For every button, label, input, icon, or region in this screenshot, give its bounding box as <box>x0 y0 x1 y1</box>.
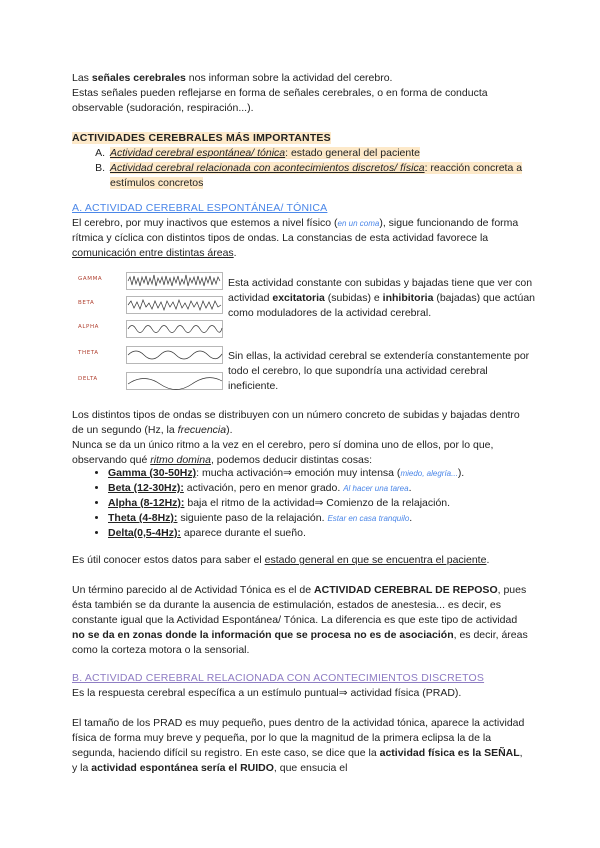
wave-alpha: ALPHA <box>78 320 223 340</box>
rhythm-item-gamma: • Gamma (30-50Hz): mucha activación⇒ emoción muy intensa (miedo, alegría...). <box>108 466 530 481</box>
intro-line-1: Las señales cerebrales nos informan sobre la actividad del cerebro. <box>72 72 393 84</box>
rhythm-item-delta: • Delta(0,5-4Hz): aparece durante el sueño. <box>108 526 530 541</box>
rhythm-list <box>72 466 530 541</box>
wave-delta-trace <box>126 372 223 390</box>
intro-block <box>72 71 530 116</box>
rhythm-item-theta: • Theta (4-8Hz): siguiente paso de la relajación. Estar en casa tranquilo. <box>108 511 530 526</box>
wave-side-text-1: Esta actividad constante con subidas y bajadas tiene que ver con actividad excitatoria (subidas) e inhibitoria (bajadas) que actúan como moduladores de la actividad cerebral. <box>228 277 535 319</box>
rhythm-item-beta: • Beta (12-30Hz): activación, pero en menor grado. Al hacer una tarea. <box>108 481 530 496</box>
section-b-paragraph-2: El tamaño de los PRAD es muy pequeño, pues dentro de la actividad tónica, aparece la actividad física de forma muy breve y pequeña, por lo que la magnitud de la primera eclipsa la de la segunda, haciendo difícil su registro. En este caso, se dice que la actividad física es la SEÑAL, y la actividad espontánea sería el RUIDO, que ensucia el <box>72 717 525 774</box>
wave-beta-trace <box>126 296 223 314</box>
wave-theta: THETA <box>78 346 223 366</box>
section-a-paragraph-2: Los distintos tipos de ondas se distribuyen con un número concreto de subidas y bajadas dentro de un segundo (Hz, la frecuencia). Nunca se da un único ritmo a la vez en el cerebro, pero sí domina uno de ellos, por lo que, observando qué ritmo domina, podemos deducir distintas cosas: <box>72 408 530 468</box>
wave-beta: BETA <box>78 296 223 316</box>
important-title: ACTIVIDADES CEREBRALES MÁS IMPORTANTES <box>72 132 331 144</box>
important-item-a: A. Actividad cerebral espontánea/ tónica: estado general del paciente <box>108 146 530 161</box>
section-a-paragraph-1: El cerebro, por muy inactivos que estemos a nivel físico (en un coma), sigue funcionando de forma rítmica y cíclica con distintos tipos de ondas. La constancias de esta actividad favorece la comunicación entre distintas áreas. <box>72 217 519 259</box>
section-a-paragraph-4: Es útil conocer estos datos para saber el estado general en que se encuentra el paciente. <box>72 554 490 566</box>
wave-theta-trace <box>126 346 223 364</box>
section-b-paragraph-1: Es la respuesta cerebral específica a un estímulo puntual⇒ actividad física (PRAD). <box>72 687 462 699</box>
wave-gamma-trace <box>126 272 223 290</box>
intro-line-2: Estas señales pueden reflejarse en forma de señales cerebrales, o en forma de conducta observable (sudoración, respiración...). <box>72 87 488 114</box>
section-a-heading: A. ACTIVIDAD CEREBRAL ESPONTÁNEA/ TÓNICA <box>72 202 328 214</box>
important-block <box>72 131 530 191</box>
wave-alpha-trace <box>126 320 223 338</box>
important-item-b: B. Actividad cerebral relacionada con acontecimientos discretos/ física: reacción concreta a estímulos concretos <box>108 161 530 191</box>
section-b-heading: B. ACTIVIDAD CEREBRAL RELACIONADA CON ACONTECIMIENTOS DISCRETOS <box>72 672 485 684</box>
section-a-paragraph-3: Nunca se da un único ritmo a la vez en el cerebro, pero sí domina uno de ellos, por lo que, observando qué ritmo domina, podemos deducir distintas cosas: <box>72 439 494 466</box>
wave-side-text-2: Sin ellas, la actividad cerebral se extendería constantemente por todo el cerebro, lo que supondría una actividad cerebral ineficiente. <box>228 350 530 392</box>
wave-delta: DELTA <box>78 372 223 392</box>
rhythm-item-alpha: • Alpha (8-12Hz): baja el ritmo de la actividad⇒ Comienzo de la relajación. <box>108 496 530 511</box>
section-a-paragraph-5: Un término parecido al de Actividad Tónica es el de ACTIVIDAD CEREBRAL DE REPOSO, pues ésta también se da durante la ausencia de estimulación, estados de anestesia... es decir, es constante igual que la Actividad Espontánea/ Tónica. La diferencia es que este tipo de actividad no se da en zonas donde la información que se procesa no es de asociación, es decir, áreas como la corteza motora o la sensorial. <box>72 584 528 656</box>
wave-gamma: GAMMA <box>78 272 223 292</box>
